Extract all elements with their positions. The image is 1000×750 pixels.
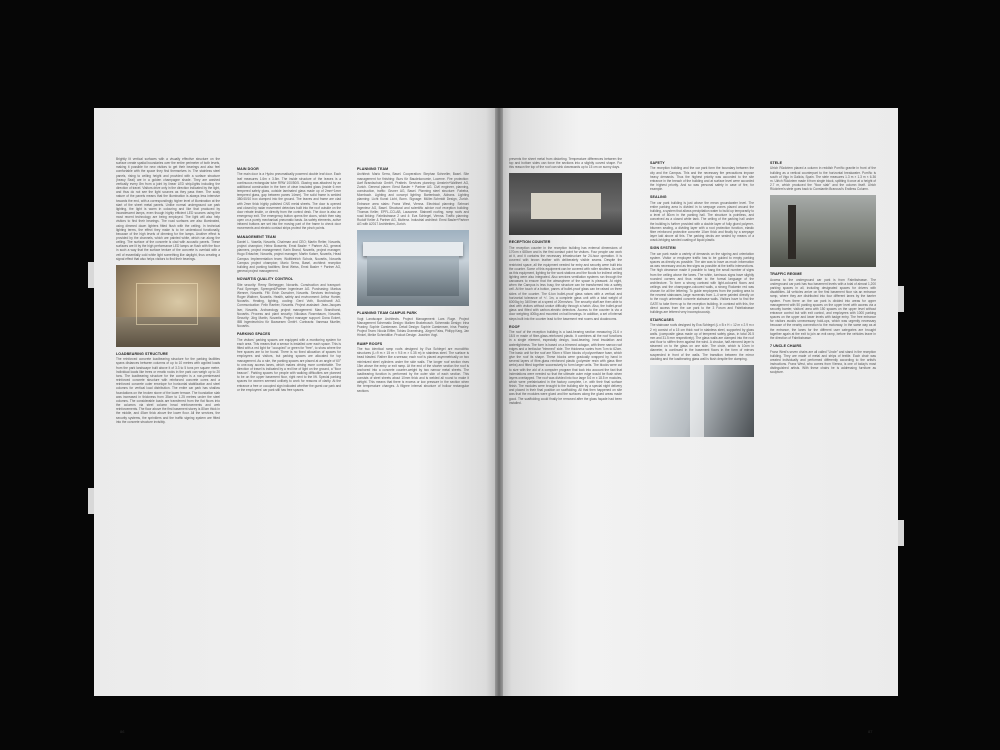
section-text: The visitors' parking spaces are equipped with a monitoring system for each area. This means that a sensor is installed over each space. This is fitted with a red light for "occupied" or green for "free", to show where the free spaces are to be found. There is no fixed allocation of spaces for employees and visitors, but parking spaces are allocated for top management. As a rule, the parking spaces are placed at an angle of 60° to one-way access lanes, which makes driving more comfortable. The direction of travel is indicated by a red line of light on the ground, a "floor beacon". Parking spaces for people with walking difficulties are planned to be on the upper basement floor, right next to the lift. Special parking spaces for women seemed unlikely to work for reasons of clarity. At the entrance a free or occupied sign indicated whether the guest car park and or the employees' car park still has free spaces. — [237, 337, 341, 392]
page-number-right: 87 — [868, 729, 873, 734]
left-column-3 — [357, 163, 469, 593]
page-edge-tab — [88, 262, 94, 288]
section-text: The roof of the reception building is a load-bearing section measuring 21.6 x 18.5 m made of fibre-glass-reinforced plastic. It combines all the roof functions in a single element, especially design, load-bearing, heat insulation and watertightness. The form is based on a trimmed octagon, with three narrow roof edges and a lenticular "trimmed" side. The thickness varies from 7cm to 62cm. The basic unit for the roof are 90cm x 90cm blocks of polyurethane foam, which give the roof its shape. These blocks were gradually wrapped by hand in several layers of fibre-glass reinforced plastic (polyester resin with glass fibre webs) and fitted together successively to form larger units. The blocks were cut to size with the aid of a computer program that took into account the fact that indentations were needed so that the ultimate outer edge would be flush when layers overlapped. The roof was divided into four large 5.6 m x 18.5 m modules, which were prefabricated in the factory complete, i.e. with their final surface finish. The modules were brought to the building site by a special night delivery and placed in their final position on scaffolding. All that then happened on site was that the modules were glued and the surfaces along the glued areas made good. The scaffolding could finally be removed after the glass façade had been installed. — [509, 330, 622, 405]
section-text: The reception counter in the reception building has external dimensions of 170cm x 680cm and is the first contact point for visitors. Four people can work at it, and it contains the necessary infrastructure for 24-hour operation. It is covered with brown leather with deliberately visible seams. Despite the restricted space, all the equipment needed for entry and security were built into the counter. Some of this equipment can be covered with roller shutters. As well as this equipment, lighting for the work stations and the floods for indirect ceiling lighting were also integrated. Also services ventilation systems run through the carcasses to ensure that the atmosphere of the space is pleasant. At night, when the Campus is less busy, the structure can be transformed into a safety cell. At the touch of a button, panes of bullet-proof glass can be raised on three sides of the counter. The 6-ton bullet-proof glass raises with a vertical and horizontal tolerance of +/- 1m, a complete glass unit with a total weight of 6000kg by 3400mm at a speed of 20mm/sec. The security staff are then able to deal with visitors without undue difficulty through a hatch. Also, the bullet-proof glass and fitted with carbon-electric detectors. Access to the counter is via a door weighing 400kg and mounted on ball bearings. In addition, a set of internal steps built into the counter lead to the basement rest rooms and cloakrooms. — [509, 245, 622, 321]
section-text: The main door is a Hydro pneumatically powered double leaf door. Each leaf measures 1.6m x 3.5m. The inside structure of the leaves is a continuous rectangular tube RRW 100/50/5. Glazing was attached by an additional construction in the form of clear insulated glass (inside 6 mm tempered safety glass, outside laminated glass made up of 2mm+1mm tempered glass, gap between panes 14mm). The solid frame is welded 380/40/10 box clamped into the ground. The leaves and frame are clad with 2mm thick highly polished CNS metal sheets. The door is opened and closed by radar movement detectors built into the roof outside on the door rebate inside, or directly from the control desk. The door is also an emergency exit. The emergency button opens the doors, which then stay open on a purely mechanical pneumatic basis. As safety elements, active infrared buttons are set into the moving part of the frame to check door movements and electric contact strips protect the pinch points. — [237, 172, 341, 231]
section-heading: PLANNING TEAM — [357, 167, 389, 171]
section-heading: TRAFFIC REGIME — [770, 272, 802, 277]
section-heading: PARKING SPACES — [237, 332, 271, 337]
right-column-1 — [509, 157, 622, 607]
section-text: The reinforced concrete loadbearing structure for the parking facilities spans distances between columns of up to 10 metres with applied loads from the park landscape built above it of 3.3 to 5 tons per square metre. Individual loads like trees or erratic rocks in the park can weigh up to 20 tons. The loadbearing structure for the complex is a non-prestressed reinforced concrete structure with reinforced concrete cores and a reinforced concrete outer envelope for horizontal stabilization and steel columns for vertical load distribution. The entire car park has shallow foundations on the broken stone of the lower terrace. The foundation slab was increased in thickness from 35cm to 1.25 metres under the steel columns. The considerable loads are transferred from the flat floors into the columns via steel column head reinforcements and web reinforcements. The floor above the first basement storey is 80cm thick in the middle, and 45cm thick above the lower floor. All the services, the security systems, the sprinklers and the traffic signing system are fitted into the concrete structure invisibly. — [116, 357, 220, 424]
book-gutter — [495, 108, 503, 696]
section-heading: ROOF — [509, 324, 520, 329]
section-heading: SIGN SYSTEM — [650, 246, 676, 251]
stele-photo — [770, 195, 876, 267]
section-heading: RAMP ROOFS — [357, 341, 383, 346]
section-text: Site security: Remy Steinegger, Novartis. Construction and transport: Paul Sprenger, Sprenger&Partner Ingenieure AG. Purchasing: Markus Wenner, Novartis. FM: Erich Durscher, Novartis. Services technology: Roger Waltner, Novartis. Health, safety and environment: Arthur Hunter, Novartis. Heating, lighting, cooling: Gerd Voth, Burckhardt AG. Communication: Felix Raeber, Novartis. Project assistant: Jean-Jacques Iser, Novartis. Archaeology project management: Marc Brandhorst, Novartis. Process and plant security: Nikolaus Rosenbaum, Novartis. Security: Jörg Martin, Novartis. Project manager support: Dona Eckert, IBB Ingenieurbüro für Bauwesen GmbH. Contracts: Vanessa Mueller, Novartis. — [237, 282, 341, 329]
section-heading: SAFETY — [650, 161, 665, 165]
section-text: Architect: Mario Serra, Basel. Cooperation: Stephan Schneller, Basel. Site management for finishing: Burs für Baudekonomie, Lucerne. Fire protection: Aarf Brandschutz GmbH, Pratteln. Services planning: Amstein+Walthert AG, Zurich. General planer: Ernst Basler + Partner AG. Civil engineer, planning, construction, traffic: Gruner AG, Basel. Planning steel structure: Fabeba, Mornbach. Lighting and concept lighting: Bartenbach, Aldrans. Lighting planning: Licht Kunst Licht, Bonn. Signage: Müller-Schmidt Design, Zurich. Entrance area stairs: Franz West, Vienna. Electrical planning: Selmoni Ingenieur AG, Basel. Structural and scientific advice roof reception building: Thomas Keller, EPFL-CCLAB, Lausanne. Stairwell roofing, ramp roofs and road linking: Fabrikstrasse 2 und 4: Eva Schlegel, Vienna. Traffic planning: Rudolf Keller & Partner AG, Muttenz. Industrial architect: Ernst Basler+Partner AG with A2017 Architekten, Zurich. — [357, 172, 469, 227]
right-column-3 — [770, 157, 876, 607]
section-heading: SEALING — [650, 195, 667, 200]
page-edge-tab — [88, 488, 94, 514]
reception-building-photo — [357, 230, 469, 306]
section-heading: STELE — [770, 161, 783, 165]
section-text: Vogt Landscape Architects. Project Management: Lars Ruge. Project Management Schematic Design: Maiken Brakebusch. Schematic Design: Irina Praxley, Sophie Carstensen. Detail Design: Sophie Carstensen, Irina Praxley. Project Team: Nicola Eiffler, Tobias Gramelsing, Jürgen Faiss, Philipp Karg, Jan Hinkel, Meike Schmidtlke. Product Design: Joachim Vogt. — [357, 316, 469, 338]
page-edge-tab — [898, 286, 904, 312]
section-heading: PLANNING TEAM CAMPUS PARK — [357, 311, 417, 316]
section-heading: NOVARTIS QUALITY CONTROL — [237, 277, 294, 282]
lighting-text: Brightly lit vertical surfaces with a visually effective structure on the surface create spatial boundaries over the entire perimeter of both levels, making it possible for new visitors to get their bearings and also feel comfortable with the space they find themselves in. The stainless steel panels, rising to ceiling height and provided with a surface structure (heavy Seal) are in a golden champagne shade. They are washed vertically every 8m from a joint by linear LED strip-lights including the direction of travel. Visitors drive only in the direction indicated by the light, and thus do not see the light sources as they pass them. The scaly nature of the panels means that the illumination is always less intensive towards the end, with a correspondingly higher level of illumination at the start of the sheet metal panels. Unlike normal underground car park lighting, the light is warm in colouring and like that produced by incandescent lamps, even though highly efficient LED sources using the most recent technology are being employed. The light will also help visitors to find their bearings. The road surfaces are also illuminated, using dimmed down lighters fitted flush with the ceiling. In technical lighting terms, the effect they make is to be understood functionally, because of the high levels of dimming for the lamps. Another effect is provided by the channels, which are painted white, which run along the ceiling. The surface of the concrete is clad with acoustic panels. These surfaces are lit by the high performance LED lamps on flush with the floor in such a way that the surface texture of the concrete is overlaid with a veil of essentially cold white light something like daylight, thus creating a signal effect that also helps visitors to find their bearings. — [116, 157, 220, 261]
section-text: prevents the sheet metal from distorting. Temperature differences between the top and bottom sides can force the sections into a slightly curved shape. For this reason the top of the roof can sink downwards up to 15 cm on sunny days. — [509, 157, 622, 170]
section-heading: LOADBEARING STRUCTURE — [116, 351, 169, 356]
page-number-left: 86 — [120, 729, 125, 734]
section-heading: MAIN DOOR — [237, 167, 259, 171]
section-text: Access to the underground car park is from Fabrikstrasse. The underground car park has two basement levels with a total of almost 1,200 parking spaces in all, including designated spaces for drivers with disabilities. All vehicles arrive on the first basement floor via an entrance ramp, where they are distributed into four different lanes by the barrier system. From there on the car park is divided into areas for upper management with 50 parking spaces on the upper level with access via a security barrier, visitors' area with 150 spaces on the upper level without entrance control but with exit control, and employees with 1000 parking spaces on the upper and lower levels with badge entry. The free entrance for visitors avoids unnecessary hold-ups, which was urgently necessary because of the nearby connection to the motorway. In the same way as at the entrance, the lanes for the different user categories are brought together again at the exit to join an exit ramp, before the vehicles leave in the direction of Fabrikstrasse. — [770, 277, 876, 340]
section-text: The two identical ramp roofs designed by Eva Schlegel are monolithic structures (L=9 m × 15 m × 9.5 m × 0.35 m) in stainless steel. The surface is bead blasted. Rather like a seesaw, each roof is placed asymmetrically on two minimized steel cylinders under the side walls. The longer roof section rises 15m above the entry or exit ramp. At the end of the shorter section the roof is anchored into a concrete counter-weight by two narrow metal sheets. The loadbearing function is performed by the outer skin of each section. This consists of steel sheets about 10mm thick and is welded all round to make it airtight. This means that there is excess or low pressure in the section when the temperature changes. A filigree internal structure of hollow rectangular sections — [357, 347, 469, 393]
right-column-2 — [650, 157, 754, 607]
parking-lighting-photo — [116, 265, 220, 347]
section-text: The car park made a variety of demands on the signing and orientation system. Visitor or employee traffic has to be guided to empty parking spaces as directly as possible. The aim was to have as much information as was necessary and as few signs as possible at the traffic intersections. The high clearance made it possible to hang the small number of signs from the ceiling above the lanes. The white, luminous signs have slightly rounded corners and thus relate to the formal language of the architecture. To form a strong contrast with light-coloured floors and ceilings and the champagne-coloured walls, a strong Rodamin red was chosen for all the lettering. To guide employees from the parking area to the nearest staircases, large numerals from 1–4 were painted directly on to the rough untreated concrete staircase walls. Visitors have to find the GATE to take them up to the reception building. In contrast with this, the direct access from the car park to the 3 Forum and Fabrikstrasse buildings are lettered very inconspicuously. — [650, 251, 754, 314]
section-heading: RECEPTION COUNTER — [509, 240, 551, 245]
page-edge-tab — [898, 520, 904, 546]
section-text: The car park building is just above the mean groundwater level. The entire parking area is divided in to seepage zones placed around the building, a system that allows precipitation water to build up temporarily to a level of 80cm in the parking hall. The structure is pointless, and conceived as a closed white tank. The ceiling of the parking hall under the building is further provided with a double layer of fully glued polymer-bitumen sealing, a dividing layer with a root protection function, elastic fibre reinforced protective concrete 10cm thick and finally by a seepage layer laid above all this. The parking decks are sealed by means of a crack-bridging sanded coating of liquid plastic. — [650, 200, 754, 243]
section-text: Daniel L. Vasella, Novartis, Chairman and CEO; Martin Reiter, Novartis, project champion; Heinz Bosserts; Ernst Basler + Partner AG, general planners, project management; Karin Brand, Novartis, project manager; Hugo Erbacher, Novartis, project manager; Martin Kaiser, Novartis, Head Campus Implementation team; Wolfdietrich Schutz, Novartis, Novartis Campus project champion; Mario Serra, Basel, architect reception building and parking facilities; Beat Weiss, Ernst Basler + Partner AG, general project management. — [237, 240, 341, 274]
section-text: Ulrich Rückriem placed a column in reddish Porriño granite in front of the building as a vertical counterpart to the horizontal breakwater. Porriño is south of Vigo in Galicia, Spain. The stele measures 1.3 m × 1.3 m × 6.36 m. Ulrich Rückriem made it from single block, splitting it once at a height of 2.7 m, which produced the "floor slab" and the column itself. Ulrich Rückriem's stele goes back to Constantin Brancusi's Endless Column. — [770, 166, 876, 192]
left-column-1 — [116, 157, 220, 612]
section-heading: STAIRCASES — [650, 318, 674, 323]
section-text: Franz West's seven chairs are all called "Uncle" and stand in the reception building. They are made of metal and strips of textile. Each chair was created individually and performed differently according to the artist's instructions. Franz West, who comes from Vienna, is one of today's most distinguished artists. With these chairs he is addressing furniture as sculpture. — [770, 349, 876, 375]
section-text: The staircase roofs designed by Eva Schlegel (L x B x H = 12 m x 2.9 m x 2 m) consist of a 15 cm thick roof in stainless steel, supported by glass walls. (composite glass made up of tempered safety glass, in total 26.5 mm and 31.5 mm respectively). The glass walls are clamped into the roof and floor to stiffen them against the wind. A circular, half-mirrored layer is steamed on to the glass on one side. The circle, which is 10cm in diameter, is continued in the basement floors in the form of mirrors suspended in front of the walls. The transition between the mirror cladding and the loadbearing glass wall is flush despite the clamping. — [650, 323, 754, 361]
section-text: The reception building and the car park form the boundary between the city and the Campus. This and the necessary fire precautions impose heavy demands. Thus the highest priority was accorded to the site entrance in the breach of the building and at surface level were accorded the highest priority. And so was personal safety in case of fire, for example. — [650, 166, 754, 192]
section-heading: MANAGEMENT TEAM — [237, 234, 276, 239]
left-column-2 — [237, 163, 341, 593]
section-heading: 7 UNCLE CHAIRS — [770, 344, 802, 349]
staircase-photo — [650, 365, 754, 437]
reception-counter-photo — [509, 173, 622, 235]
